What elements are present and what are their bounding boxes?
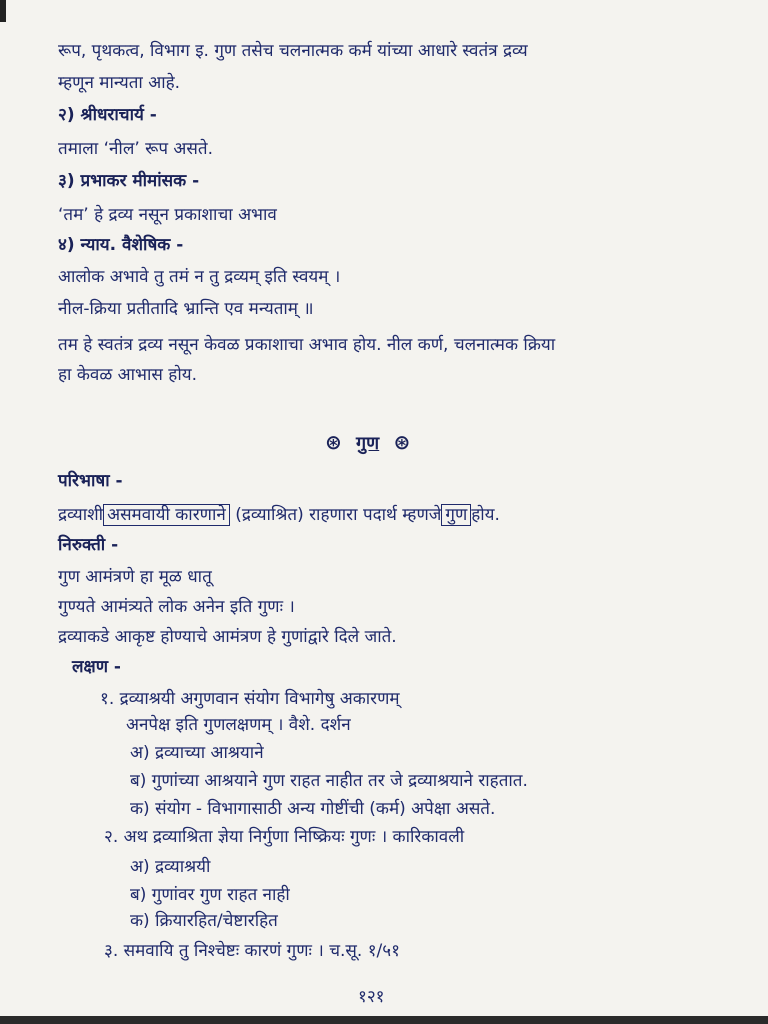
section-title	[325, 430, 410, 455]
heading-prabhakar: ३) प्रभाकर मीमांसक -	[58, 171, 200, 191]
verse-line: नील-क्रिया प्रतीतादि भ्रान्ति एव मन्यताम् ॥	[58, 299, 314, 319]
page-edge-left	[0, 0, 6, 22]
heading-lakshan: लक्षण -	[72, 657, 121, 677]
list-item: ब) गुणांवर गुण राहत नाही	[130, 885, 290, 905]
definition-mid: (द्रव्याश्रित) राहणारा पदार्थ म्हणजे	[235, 505, 442, 525]
heading-nirukti: निरुक्ती -	[58, 535, 119, 555]
list-item: क) क्रियारहित/चेष्टारहित	[130, 911, 278, 931]
para-line: तम हे स्वतंत्र द्रव्य नसून केवळ प्रकाशाचा अभाव होय. नील कर्ण, चलनात्मक क्रिया	[58, 335, 556, 355]
boxed-term: असमवायी कारणाने	[103, 504, 230, 526]
page-number: १२१	[358, 987, 385, 1007]
page-edge-bottom	[0, 1016, 768, 1024]
para-line: तमाला ‘नील’ रूप असते.	[58, 139, 214, 159]
definition-line	[58, 504, 500, 526]
verse-line: आलोक अभावे तु तमं न तु द्रव्यम् इति स्वयम् ।	[58, 267, 341, 287]
para-line: गुण आमंत्रणे हा मूळ धातू	[58, 567, 212, 587]
heading-shridharacharya: २) श्रीधराचार्य -	[58, 105, 157, 125]
section-title-text: गुण	[356, 433, 380, 454]
boxed-term: गुण	[441, 504, 471, 526]
definition-pre: द्रव्याशी	[58, 505, 104, 525]
para-line: ‘तम’ हे द्रव्य नसून प्रकाशाचा अभाव	[58, 205, 277, 225]
para-line: रूप, पृथकत्व, विभाग इ. गुण तसेच चलनात्मक कर्म यांच्या आधारे स्वतंत्र द्रव्य	[58, 41, 528, 61]
list-item: अनपेक्ष इति गुणलक्षणम् । वैशे. दर्शन	[126, 715, 351, 735]
para-line: म्हणून मान्यता आहे.	[58, 73, 181, 93]
list-item: क) संयोग - विभागासाठी अन्य गोष्टींची (कर्म) अपेक्षा असते.	[130, 799, 496, 819]
list-item: ३. समवायि तु निश्चेष्टः कारणं गुणः । च.सू. १/५१	[104, 941, 400, 961]
heading-paribhasha: परिभाषा -	[58, 471, 123, 491]
definition-post: होय.	[471, 505, 500, 525]
star-icon: ⊛	[393, 430, 411, 454]
para-line: द्रव्याकडे आकृष्ट होण्याचे आमंत्रण हे गुणांद्वारे दिले जाते.	[58, 627, 397, 647]
list-item: २. अथ द्रव्याश्रिता ज्ञेया निर्गुणा निष्क्रियः गुणः । कारिकावली	[104, 827, 465, 847]
list-item: ब) गुणांच्या आश्रयाने गुण राहत नाहीत तर जे द्रव्याश्रयाने राहतात.	[130, 771, 528, 791]
para-line: गुण्यते आमंत्र्यते लोक अनेन इति गुणः ।	[58, 597, 295, 617]
heading-nyaya: ४) न्याय. वैशेषिक -	[58, 235, 184, 255]
list-item: १. द्रव्याश्रयी अगुणवान संयोग विभागेषु अकारणम्	[100, 689, 400, 709]
para-line: हा केवळ आभास होय.	[58, 365, 197, 385]
list-item: अ) द्रव्याश्रयी	[130, 857, 211, 877]
list-item: अ) द्रव्याच्या आश्रयाने	[130, 743, 264, 763]
star-icon: ⊛	[325, 430, 342, 454]
